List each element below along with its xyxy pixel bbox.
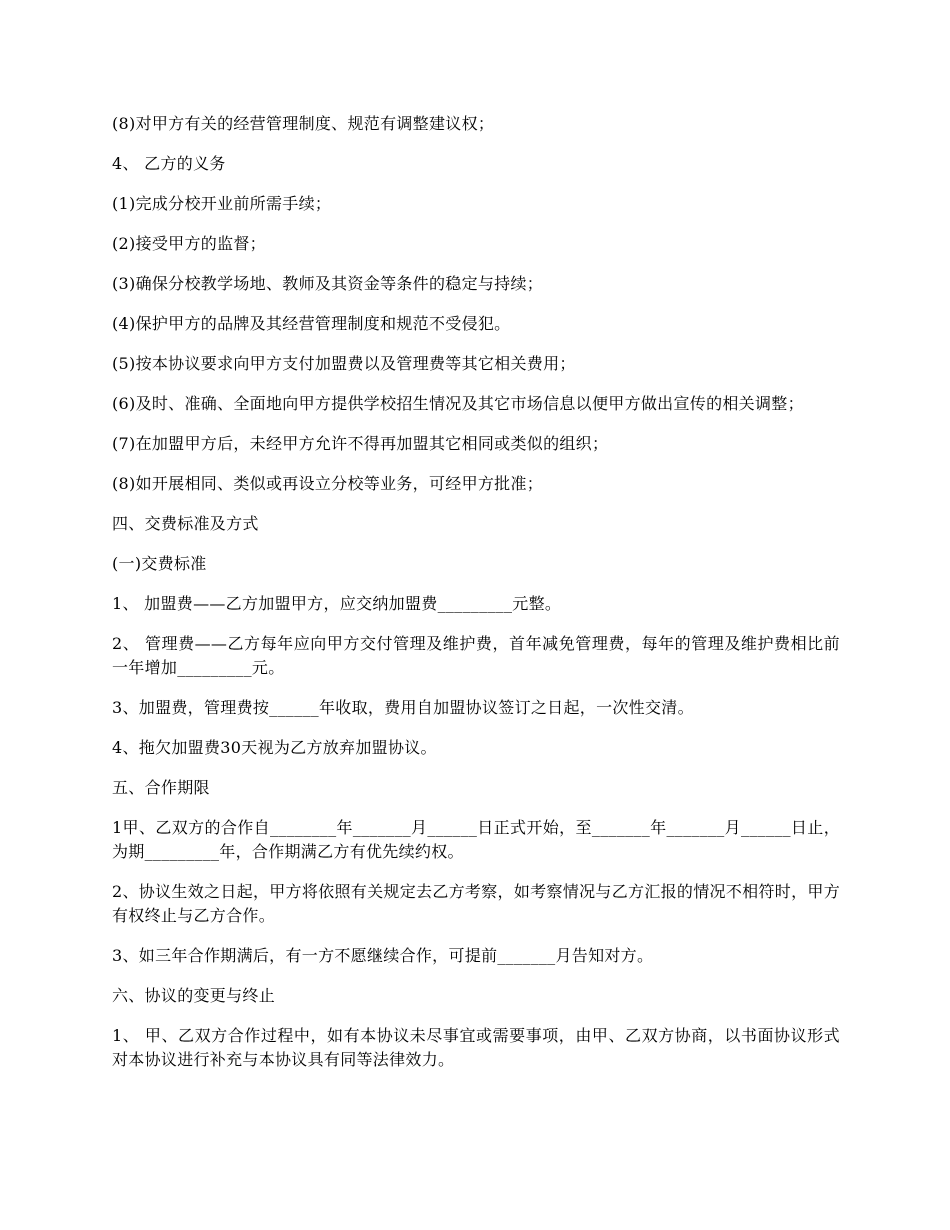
paragraph-obligation-8: (8)如开展相同、类似或再设立分校等业务，可经甲方批准； <box>112 474 544 493</box>
paragraph-term-3: 3、如三年合作期满后，有一方不愿继续合作，可提前_______月告知对方。 <box>112 946 654 965</box>
section-heading-fees: 四、交费标准及方式 <box>112 514 259 533</box>
paragraph-amendment-1: 1、 甲、乙双方合作过程中，如有本协议未尽事宜或需要事项，由甲、乙双方协商，以书面协议形式对本协议进行补充与本协议具有同等法律效力。 <box>112 1026 840 1069</box>
paragraph-party-a-rights-8: (8)对甲方有关的经营管理制度、规范有调整建议权； <box>112 114 495 133</box>
paragraph-term-2: 2、协议生效之日起，甲方将依照有关规定去乙方考察，如考察情况与乙方汇报的情况不相符时，甲方有权终止与乙方合作。 <box>112 882 840 925</box>
paragraph-obligation-3: (3)确保分校教学场地、教师及其资金等条件的稳定与持续； <box>112 274 544 293</box>
paragraph-fee-2: 2、 管理费——乙方每年应向甲方交付管理及维护费，首年减免管理费，每年的管理及维护费相比前一年增加_________元。 <box>112 634 840 677</box>
section-heading-term: 五、合作期限 <box>112 778 210 797</box>
paragraph-obligation-6: (6)及时、准确、全面地向甲方提供学校招生情况及其它市场信息以便甲方做出宣传的相关调整； <box>112 394 804 413</box>
subheading-fee-standard: (一)交费标准 <box>112 554 207 573</box>
paragraph-obligation-5: (5)按本协议要求向甲方支付加盟费以及管理费等其它相关费用； <box>112 354 576 373</box>
document-body <box>112 112 840 1088</box>
paragraph-obligation-1: (1)完成分校开业前所需手续； <box>112 194 332 213</box>
section-heading-amendment: 六、协议的变更与终止 <box>112 986 276 1005</box>
paragraph-obligation-2: (2)接受甲方的监督； <box>112 234 266 253</box>
paragraph-fee-1: 1、 加盟费——乙方加盟甲方，应交纳加盟费_________元整。 <box>112 594 562 613</box>
paragraph-obligation-4: (4)保护甲方的品牌及其经营管理制度和规范不受侵犯。 <box>112 314 511 333</box>
paragraph-term-1: 1甲、乙双方的合作自________年_______月______日正式开始，至_______年_______月______日止，为期_________年，合作期满乙方有优先续约权。 <box>112 818 840 861</box>
heading-party-b-obligations: 4、 乙方的义务 <box>112 154 226 173</box>
paragraph-fee-4: 4、拖欠加盟费30天视为乙方放弃加盟协议。 <box>112 738 437 757</box>
paragraph-obligation-7: (7)在加盟甲方后，未经甲方允许不得再加盟其它相同或类似的组织； <box>112 434 609 453</box>
paragraph-fee-3: 3、加盟费，管理费按______年收取，费用自加盟协议签订之日起，一次性交清。 <box>112 698 694 717</box>
